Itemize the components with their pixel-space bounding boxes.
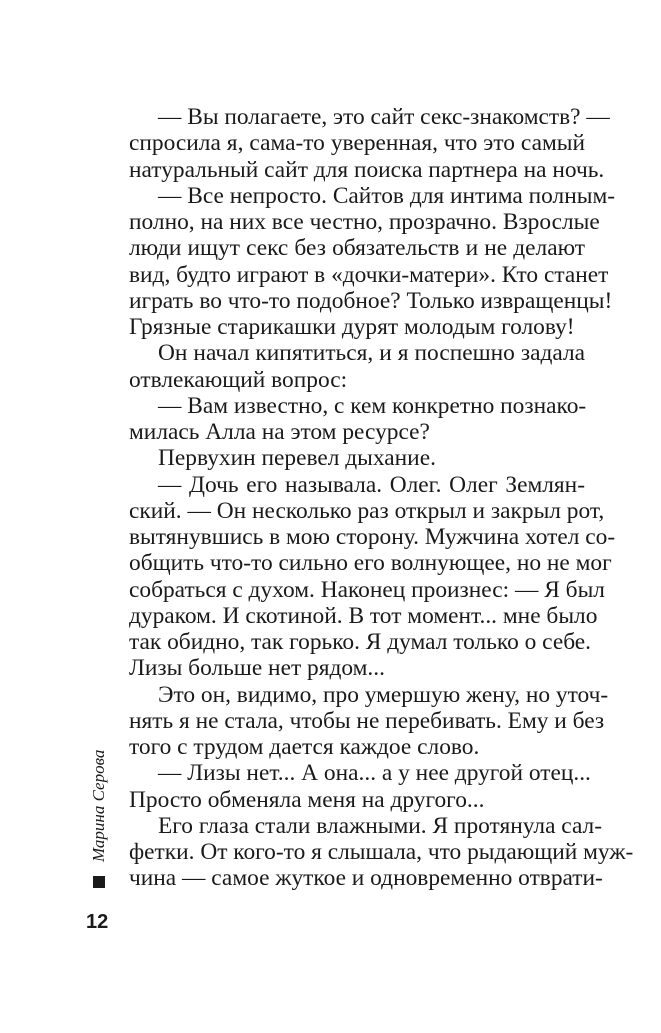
text-line: того с трудом дается каждое слово.	[129, 734, 480, 760]
text-line: Первухин перевел дыхание.	[158, 445, 436, 472]
page-number: 12	[86, 911, 109, 933]
text-line: полно, на них все честно, прозрачно. Взрослые	[129, 209, 600, 235]
text-line: фетки. От кого-то я слышала, что рыдающий муж-	[129, 839, 634, 865]
text-line: милась Алла на этом ресурсе?	[129, 419, 430, 445]
text-line: — Дочь его называла. Олег. Олег Землян-	[158, 471, 585, 498]
text-line: отвлекающий вопрос:	[129, 366, 348, 393]
text-line: Его глаза стали влажными. Я протянула сал-	[158, 812, 603, 839]
text-line: ский. — Он несколько раз открыл и закрыл рот,	[129, 497, 605, 524]
running-head-square-mark	[93, 876, 105, 888]
text-line: нять я не стала, чтобы не перебивать. Ему и без	[129, 707, 605, 734]
text-line: дураком. И скотиной. В тот момент... мне было	[129, 602, 598, 629]
text-line: Это он, видимо, про умершую жену, но уточ-	[158, 681, 609, 708]
text-line: Грязные старикашки дурят молодым голову!	[129, 314, 575, 340]
text-line: — Лизы нет... А она... а у нее другой отец...	[158, 760, 591, 787]
text-line: Лизы больше нет рядом...	[129, 655, 385, 682]
text-line: — Вы полагаете, это сайт секс-знакомств? —	[158, 104, 610, 130]
text-line: — Все непросто. Сайтов для интима полным-	[158, 182, 616, 209]
text-line: — Вам известно, с кем конкретно познако-	[158, 392, 587, 419]
text-line: общить что-то сильно его волнующее, но не мог	[129, 550, 612, 577]
text-line: вытянувшись в мою сторону. Мужчина хотел со-	[129, 524, 616, 550]
text-line: играть во что-то подобное? Только извращенцы!	[129, 287, 613, 314]
text-line: собраться с духом. Наконец произнес: — Я был	[129, 576, 605, 603]
text-line: чина — самое жуткое и одновременно отврати-	[129, 865, 603, 892]
text-line: натуральный сайт для поиска партнера на ночь.	[129, 156, 605, 183]
running-head-author: Марина Серова	[89, 749, 108, 862]
text-line: спросила я, сама-то уверенная, что это самый	[129, 130, 585, 157]
text-line: вид, будто играют в «дочки-матери». Кто станет	[129, 261, 609, 288]
text-line: так обидно, так горько. Я думал только о себе.	[129, 629, 592, 655]
text-line: Просто обменяла меня на другого...	[129, 786, 485, 813]
body-text	[129, 104, 634, 892]
text-line: Он начал кипятиться, и я поспешно задала	[158, 340, 585, 367]
text-line: люди ищут секс без обязательств и не делают	[129, 235, 585, 262]
